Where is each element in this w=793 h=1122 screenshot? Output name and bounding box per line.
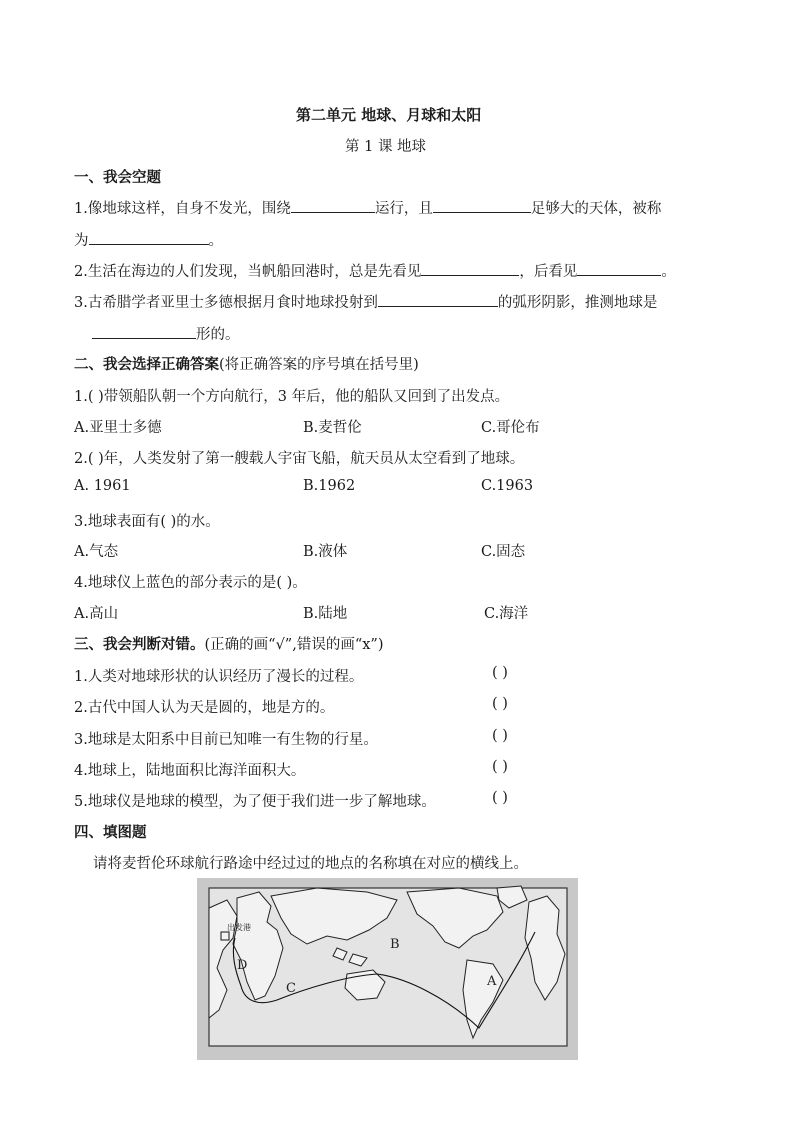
- mc-option-4b[interactable]: B.陆地: [303, 606, 348, 622]
- q-text: 的弧形阴影，推测地球是: [497, 295, 658, 311]
- answer-blank[interactable]: [378, 292, 498, 307]
- answer-blank[interactable]: [577, 261, 661, 276]
- q-text: 2.生活在海边的人们发现，当帆船回港时，总是先看见: [74, 264, 422, 280]
- answer-blank[interactable]: [421, 261, 519, 276]
- mc-question-3: 3.地球表面有( )的水。: [74, 514, 220, 530]
- judge-item-1: 1.人类对地球形状的认识经历了漫长的过程。: [74, 669, 364, 685]
- question-1-1-cont: [74, 229, 223, 250]
- map-label-b: B: [390, 937, 400, 952]
- judge-paren-5[interactable]: ( ): [492, 790, 508, 806]
- map-label-a: A: [487, 974, 497, 989]
- mc-option-1a[interactable]: A.亚里士多德: [74, 420, 162, 436]
- question-1-1: [74, 197, 661, 218]
- map-label-c: C: [286, 981, 296, 996]
- judge-item-3: 3.地球是太阳系中目前已知唯一有生物的行星。: [74, 732, 378, 748]
- judge-item-5: 5.地球仪是地球的模型，为了便于我们进一步了解地球。: [74, 794, 436, 810]
- q-text: 1.像地球这样，自身不发光，围绕: [74, 201, 291, 217]
- section1-heading: 一、我会空题: [74, 169, 161, 186]
- answer-blank[interactable]: [92, 324, 196, 339]
- mc-question-4: 4.地球仪上蓝色的部分表示的是( )。: [74, 575, 307, 591]
- section2-heading-note: (将正确答案的序号填在括号里): [219, 357, 419, 373]
- q-text: 形的。: [196, 327, 240, 343]
- judge-paren-3[interactable]: ( ): [492, 728, 508, 744]
- judge-item-4: 4.地球上，陆地面积比海洋面积大。: [74, 763, 306, 779]
- question-1-3: [74, 291, 657, 312]
- judge-paren-2[interactable]: ( ): [492, 696, 508, 712]
- mc-question-1: 1.( )带领船队朝一个方向航行，3 年后，他的船队又回到了出发点。: [74, 389, 510, 405]
- q-text: 。: [661, 264, 676, 280]
- section3-heading-note: (正确的画“√”,错误的画“x”): [204, 637, 384, 653]
- mc-option-2c[interactable]: C.1963: [481, 478, 534, 494]
- judge-paren-4[interactable]: ( ): [492, 759, 508, 775]
- map-label-start: 出发港: [227, 923, 251, 932]
- q-text: 足够大的天体，被称: [530, 201, 662, 217]
- unit-title: 第二单元 地球、月球和太阳: [296, 106, 482, 124]
- section2-heading: [74, 353, 419, 374]
- mc-option-1b[interactable]: B.麦哲伦: [303, 420, 362, 436]
- question-1-3-cont: [92, 323, 240, 344]
- mc-option-2a[interactable]: A. 1961: [74, 478, 131, 494]
- section3-heading: [74, 633, 384, 654]
- section4-heading: 四、填图题: [74, 824, 147, 841]
- judge-paren-1[interactable]: ( ): [492, 665, 508, 681]
- mc-question-2: 2.( )年，人类发射了第一艘载人宇宙飞船，航天员从太空看到了地球。: [74, 451, 525, 467]
- q-text: 为: [74, 233, 89, 249]
- mc-option-3a[interactable]: A.气态: [74, 544, 119, 560]
- lesson-title: 第 1 课 地球: [345, 139, 427, 155]
- q-text: 。: [208, 233, 223, 249]
- mc-option-3b[interactable]: B.液体: [303, 544, 348, 560]
- section4-instruction: 请将麦哲伦环球航行路途中经过过的地点的名称填在对应的横线上。: [93, 856, 528, 872]
- world-map-figure: [197, 878, 578, 1060]
- mc-option-2b[interactable]: B.1962: [303, 478, 356, 494]
- mc-option-4a[interactable]: A.高山: [74, 606, 119, 622]
- mc-option-4c[interactable]: C.海洋: [484, 606, 529, 622]
- q-text: ，后看见: [519, 264, 578, 280]
- question-1-2: [74, 260, 676, 281]
- map-label-d: D: [237, 958, 248, 973]
- world-map-drawing: [197, 878, 578, 1060]
- section3-heading-label: 三、我会判断对错。: [74, 636, 205, 653]
- answer-blank[interactable]: [291, 198, 375, 213]
- q-text: 3.古希腊学者亚里士多德根据月食时地球投射到: [74, 295, 378, 311]
- mc-option-1c[interactable]: C.哥伦布: [481, 420, 540, 436]
- answer-blank[interactable]: [433, 198, 531, 213]
- q-text: 运行，且: [374, 201, 433, 217]
- mc-option-3c[interactable]: C.固态: [481, 544, 526, 560]
- judge-item-2: 2.古代中国人认为天是圆的，地是方的。: [74, 700, 335, 716]
- section2-heading-label: 二、我会选择正确答案: [74, 356, 219, 373]
- answer-blank[interactable]: [89, 230, 209, 245]
